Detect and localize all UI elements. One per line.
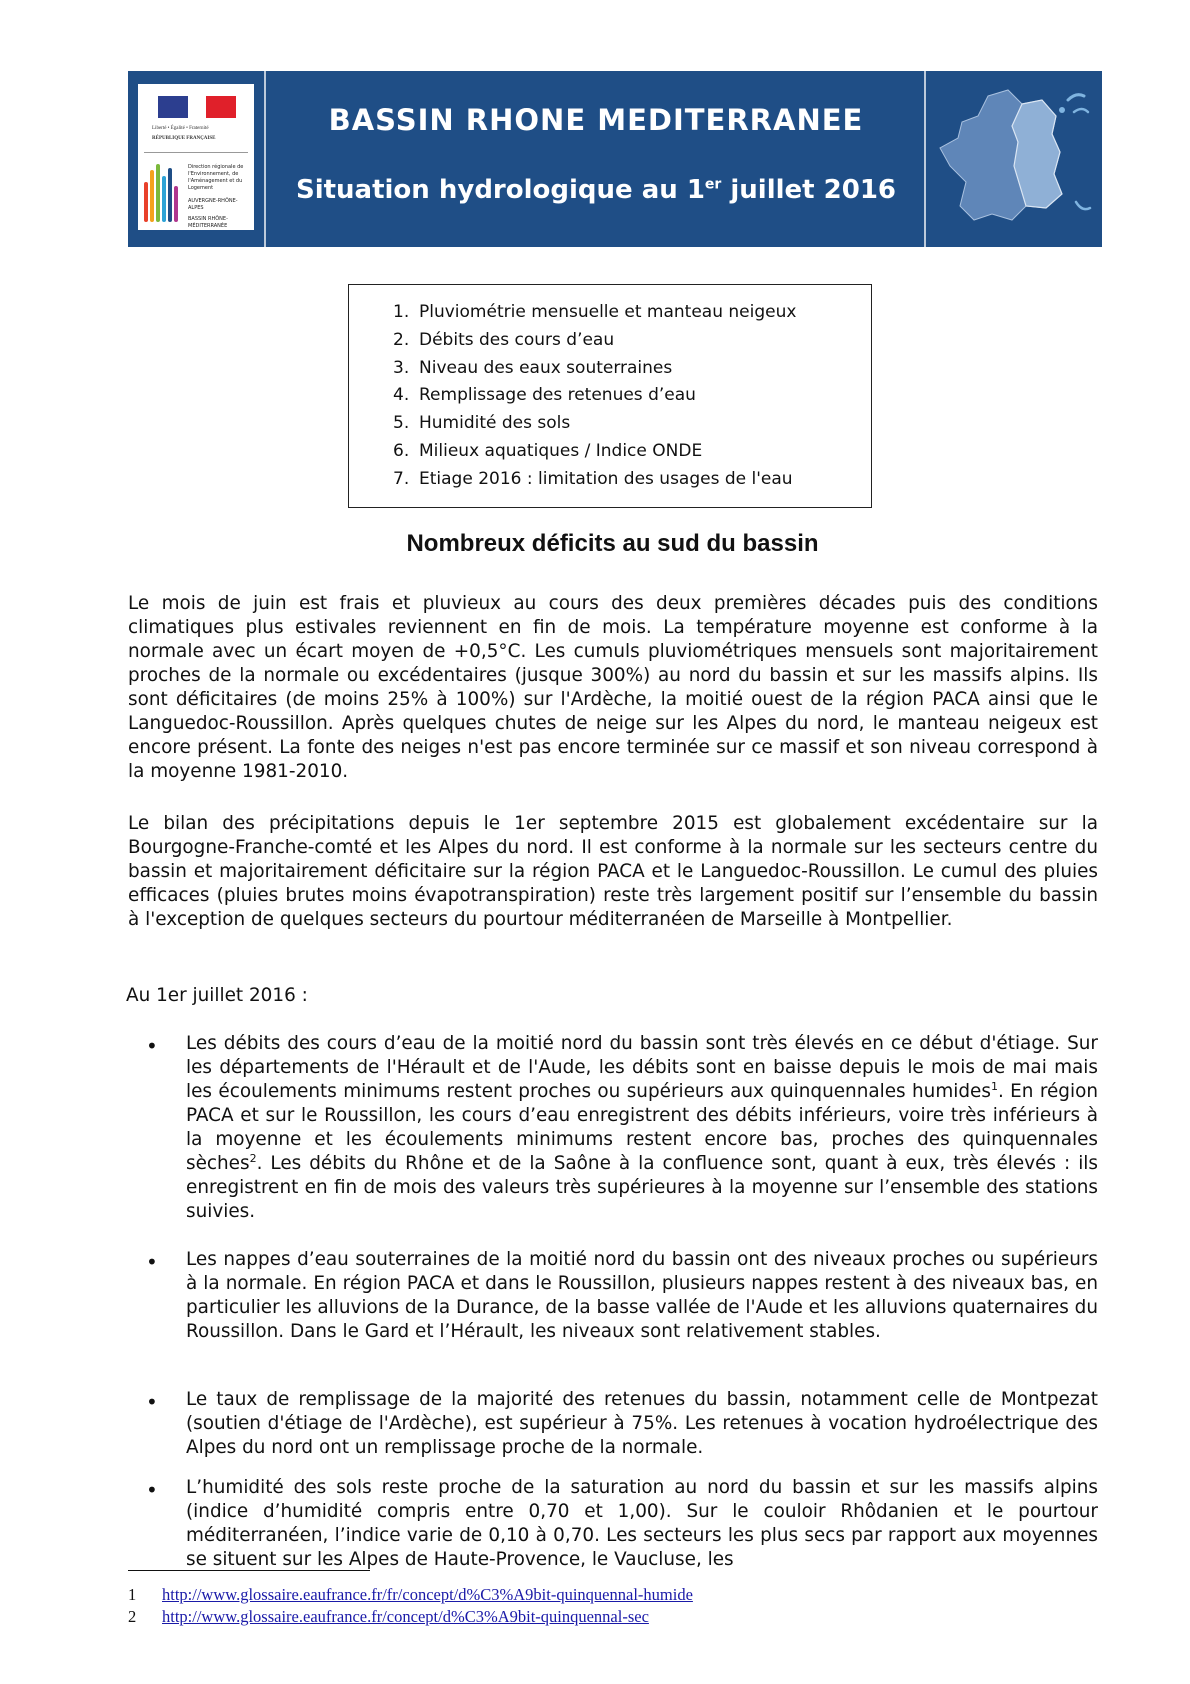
banner-divider-right — [924, 71, 926, 247]
france-basin-map-icon — [930, 82, 1095, 232]
bullet-debits: Les débits des cours d’eau de la moitié nord du bassin sont très élevés en ce début d'étiage. Sur les départements de l'Hérault et de l'Aude, les débits sont en baisse depuis le mois de mai mais les écoulements minimums restent proches ou supérieurs aux quinquennales humides$^1$. En région PACA et sur le Roussillon, les cours d’eau enregistrent des débits inférieurs, voire très inférieurs à la moyenne et les écoulements minimums restent encore bas, proches des quinquennales sèches$^2$. Les débits du Rhône et de la Saône à la confluence sont, quant à eux, très élevés : ils enregistrent en fin de mois des valeurs très supérieures à la moyenne sur l’ensemble des stations suivies. — [186, 1033, 1098, 1222]
bullet-marker: • — [146, 1250, 158, 1274]
toc-item: 2. Débits des cours d’eau — [393, 329, 615, 350]
intro-paragraph: Le mois de juin est frais et pluvieux au cours des deux premières décades puis des conditions climatiques plus estivales reviennent en fin de mois. La température moyenne est conforme à la normale avec un écart moyen de +0,5°C. Les cumuls pluviométriques mensuels sont majoritairement proches de la normale ou excédentaires (jusque 300%) au nord du bassin et sur les massifs alpins. Ils sont déficitaires (de moins 25% à 100%) sur l'Ardèche, la moitié ouest de la région PACA ainsi que le Languedoc-Roussillon. Après quelques chutes de neige sur les Alpes du nord, le manteau neigeux est encore présent. La fonte des neiges n'est pas encore terminée sur ce massif et son niveau correspond à la moyenne 1981-2010. — [128, 593, 1098, 782]
toc-item: 5. Humidité des sols — [393, 413, 571, 434]
toc-item: 6. Milieux aquatiques / Indice ONDE — [393, 440, 703, 461]
toc-item: 3. Niveau des eaux souterraines — [393, 357, 673, 378]
footnote-1-link[interactable]: http://www.glossaire.eaufrance.fr/fr/concept/d%C3%A9bit-quinquennal-humide — [162, 1585, 693, 1604]
bullet-retenues: Le taux de remplissage de la majorité des retenues du bassin, notamment celle de Montpezat (soutien d'étiage de l'Ardèche), est supérieur à 75%. Les retenues à vocation hydroélectrique des Alpes du nord ont un remplissage proche de la normale. — [186, 1389, 1098, 1458]
bullet-marker: • — [146, 1478, 158, 1502]
prefet-dreal-logo — [138, 84, 254, 230]
footnote-rule — [128, 1570, 370, 1571]
bullet-humidite: L’humidité des sols reste proche de la saturation au nord du bassin et sur les massifs alpins (indice d’humidité compris entre 0,70 et 1,00). Sur le couloir Rhôdanien et le pourtour méditerranéen, l’indice varie de 0,10 à 0,70. Les secteurs les plus secs par rapport aux moyennes se situent sur les Alpes de Haute-Provence, le Vaucluse, les — [186, 1477, 1098, 1570]
bullet-nappes: Les nappes d’eau souterraines de la moitié nord du bassin ont des niveaux proches ou supérieurs à la normale. En région PACA et dans le Roussillon, plusieurs nappes restent à des niveaux bas, en particulier les alluvions de la Durance, de la basse vallée de l'Aude et les alluvions quaternaires du Roussillon. Dans le Gard et l’Hérault, les niveaux sont relativement stables. — [186, 1249, 1098, 1342]
precipitation-paragraph: Le bilan des précipitations depuis le 1er septembre 2015 est globalement excédentaire sur la Bourgogne-Franche-comté et les Alpes du nord. Il est conforme à la normale sur les secteurs centre du bassin et majoritairement déficitaire sur la région PACA et le Languedoc-Roussillon. Le cumul des pluies efficaces (pluies brutes moins évapotranspiration) reste très largement positif sur l’ensemble du bassin à l'exception de quelques secteurs du pourtour méditerranéen de Marseille à Montpellier. — [128, 813, 1098, 930]
logo-dreal-text: Direction régionale de l'Environnement, de l'Aménagement et du Logement AUVERGNE-RHÔNE-ALPES BASSIN RHÔNE-MÉDITERRANÉE — [188, 164, 244, 229]
page-title: BASSIN RHONE MEDITERRANEE — [328, 103, 864, 137]
table-of-contents — [348, 284, 872, 508]
marianne-flag-icon — [158, 96, 236, 118]
bullet-marker: • — [146, 1034, 158, 1058]
bullet-marker: • — [146, 1390, 158, 1414]
logo-motto: Liberté • Égalité • Fraternité — [152, 126, 209, 131]
footnote-1: 1 http://www.glossaire.eaufrance.fr/fr/concept/d%C3%A9bit-quinquennal-humide — [128, 1585, 693, 1604]
banner-divider-left — [264, 71, 266, 247]
toc-item: 1. Pluviométrie mensuelle et manteau neigeux — [393, 302, 797, 322]
page-subtitle: Situation hydrologique au 1er juillet 2016 — [295, 175, 897, 205]
footnote-2: 2 http://www.glossaire.eaufrance.fr/concept/d%C3%A9bit-quinquennal-sec — [128, 1607, 649, 1626]
date-paragraph: Au 1er juillet 2016 : — [126, 985, 308, 1006]
toc-item: 4. Remplissage des retenues d’eau — [393, 385, 696, 406]
section-heading: Nombreux déficits au sud du bassin — [406, 530, 819, 557]
dreal-stripes-icon — [144, 162, 184, 222]
toc-item: 7. Etiage 2016 : limitation des usages de l'eau — [393, 468, 793, 489]
footnote-2-link[interactable]: http://www.glossaire.eaufrance.fr/concept/d%C3%A9bit-quinquennal-sec — [162, 1607, 649, 1626]
logo-republic: RÉPUBLIQUE FRANÇAISE — [152, 136, 216, 141]
